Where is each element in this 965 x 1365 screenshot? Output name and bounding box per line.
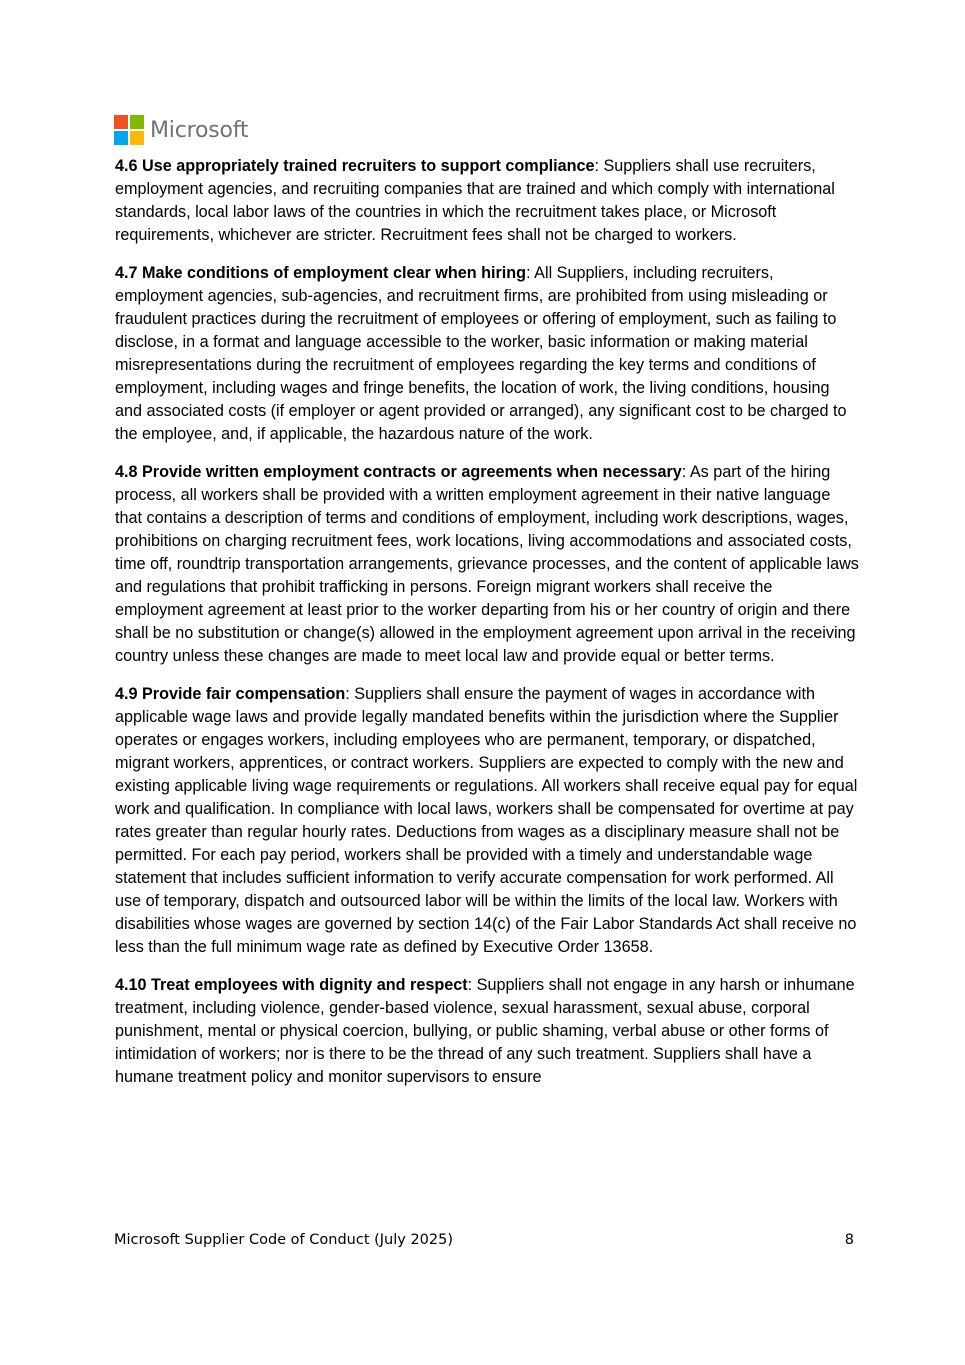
microsoft-logo-icon — [114, 115, 144, 145]
section-title: 4.8 Provide written employment contracts or agreements when necessary — [115, 463, 682, 481]
section-4-6 — [115, 155, 860, 247]
page-number: 8 — [844, 1232, 854, 1248]
section-4-7 — [115, 262, 860, 446]
section-title: 4.9 Provide fair compensation — [115, 685, 346, 703]
section-4-10 — [115, 974, 860, 1089]
logo-square-red — [114, 115, 128, 129]
section-text: : As part of the hiring process, all workers shall be provided with a written employment agreement in their native language that contains a description of terms and conditions of employment, including work descriptions, wages, prohibitions on charging recruitment fees, work locations, living accommodations and associated costs, time off, roundtrip transportation arrangements, grievance processes, and the content of applicable laws and regulations that prohibit trafficking in persons. Foreign migrant workers shall receive the employment agreement at least prior to the worker departing from his or her country of origin and there shall be no substitution or change(s) allowed in the employment agreement upon arrival in the receiving country unless these changes are made to meet local law and provide equal or better terms. — [115, 463, 859, 665]
section-title: 4.10 Treat employees with dignity and respect — [115, 976, 468, 994]
page-footer — [114, 1232, 854, 1248]
section-title: 4.7 Make conditions of employment clear when hiring — [115, 264, 527, 282]
section-title: 4.6 Use appropriately trained recruiters to support compliance — [115, 157, 595, 175]
section-text: : Suppliers shall not engage in any harsh or inhumane treatment, including violence, gender-based violence, sexual harassment, sexual abuse, corporal punishment, mental or physical coercion, bullying, or public shaming, verbal abuse or other forms of intimidation of workers; nor is there to be the thread of any such treatment. Suppliers shall have a humane treatment policy and monitor supervisors to ensure — [115, 976, 855, 1086]
section-text: : Suppliers shall use recruiters, employment agencies, and recruiting companies that are trained and which comply with international standards, local labor laws of the countries in which the recruitment takes place, or Microsoft requirements, whichever are stricter. Recruitment fees shall not be charged to workers. — [115, 157, 835, 244]
logo-square-yellow — [130, 131, 144, 145]
document-body — [115, 155, 860, 1104]
section-4-9 — [115, 683, 860, 959]
section-text: : All Suppliers, including recruiters, employment agencies, sub-agencies, and recruitment firms, are prohibited from using misleading or fraudulent practices during the recruitment of employees or offering of employment, such as failing to disclose, in a format and language accessible to the worker, basic information or making material misrepresentations during the recruitment of employees regarding the key terms and conditions of employment, including wages and fringe benefits, the location of work, the living conditions, housing and associated costs (if employer or agent provided or arranged), any significant cost to be charged to the employee, and, if applicable, the hazardous nature of the work. — [115, 264, 847, 443]
microsoft-logo — [114, 114, 248, 146]
section-text: : Suppliers shall ensure the payment of wages in accordance with applicable wage laws and provide legally mandated benefits within the jurisdiction where the Supplier operates or engages workers, including employees who are permanent, temporary, or dispatched, migrant workers, apprentices, or contract workers. Suppliers are expected to comply with the new and existing applicable living wage requirements or regulations. All workers shall receive equal pay for equal work and qualification. In compliance with local laws, workers shall be compensated for overtime at pay rates greater than regular hourly rates. Deductions from wages as a disciplinary measure shall not be permitted. For each pay period, workers shall be provided with a timely and understandable wage statement that includes sufficient information to verify accurate compensation for work performed. All use of temporary, dispatch and outsourced labor will be within the limits of the local law. Workers with disabilities whose wages are governed by section 14(c) of the Fair Labor Standards Act shall receive no less than the full minimum wage rate as defined by Executive Order 13658. — [115, 685, 858, 956]
logo-wordmark: Microsoft — [150, 117, 249, 143]
logo-square-blue — [114, 131, 128, 145]
footer-doc-title: Microsoft Supplier Code of Conduct (July 2025) — [114, 1232, 454, 1248]
logo-square-green — [130, 115, 144, 129]
section-4-8 — [115, 461, 860, 668]
